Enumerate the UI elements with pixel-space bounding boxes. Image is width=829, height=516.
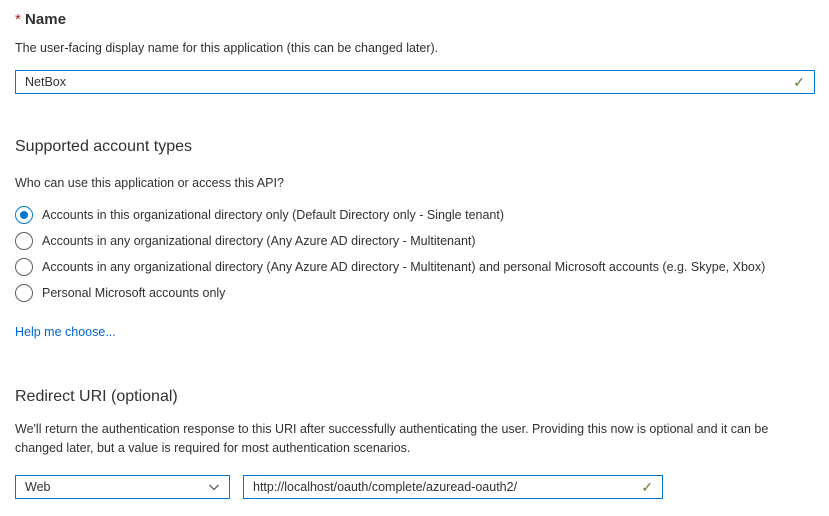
radio-button-icon[interactable] <box>15 284 33 302</box>
account-types-question: Who can use this application or access this API? <box>15 176 284 190</box>
radio-option-multitenant[interactable] <box>15 228 815 254</box>
radio-option-label: Accounts in any organizational directory (Any Azure AD directory - Multitenant) <box>42 234 476 248</box>
name-label-text: Name <box>24 11 67 28</box>
redirect-uri-heading: Redirect URI (optional) <box>15 388 178 405</box>
radio-option-personal-only[interactable] <box>15 280 815 306</box>
radio-option-label: Accounts in any organizational directory (Any Azure AD directory - Multitenant) and personal Microsoft accounts (e.g. Skype, Xbox) <box>42 260 766 274</box>
name-label <box>15 11 815 28</box>
name-input[interactable] <box>25 75 785 89</box>
redirect-uri-input-container <box>243 475 663 499</box>
required-asterisk: * <box>15 11 21 28</box>
redirect-uri-description: We'll return the authentication response to this URI after successfully authenticating the user. Providing this now is optional and it can be changed later, but a value is required for most authentication scenarios. <box>15 422 769 455</box>
radio-button-icon[interactable] <box>15 232 33 250</box>
valid-check-icon: ✓ <box>641 478 653 495</box>
radio-option-multitenant-personal[interactable] <box>15 254 815 280</box>
redirect-uri-input[interactable] <box>253 480 633 494</box>
supported-account-types-section <box>15 138 815 341</box>
chevron-down-icon <box>208 481 220 493</box>
radio-option-single-tenant[interactable] <box>15 202 815 228</box>
name-input-container <box>15 70 815 94</box>
account-types-radio-group <box>15 202 815 306</box>
radio-option-label: Accounts in this organizational directory only (Default Directory only - Single tenant) <box>42 208 505 222</box>
valid-check-icon: ✓ <box>793 74 805 90</box>
redirect-uri-row <box>15 475 815 499</box>
name-description: The user-facing display name for this application (this can be changed later). <box>15 41 439 55</box>
radio-button-icon[interactable] <box>15 206 33 224</box>
platform-select-value: Web <box>25 479 51 494</box>
help-me-choose-link[interactable]: Help me choose... <box>15 325 116 339</box>
radio-option-label: Personal Microsoft accounts only <box>42 286 226 300</box>
radio-button-icon[interactable] <box>15 258 33 276</box>
name-section <box>15 11 815 94</box>
platform-select[interactable] <box>15 475 230 499</box>
supported-account-types-heading: Supported account types <box>15 138 193 155</box>
redirect-uri-section <box>15 388 815 499</box>
